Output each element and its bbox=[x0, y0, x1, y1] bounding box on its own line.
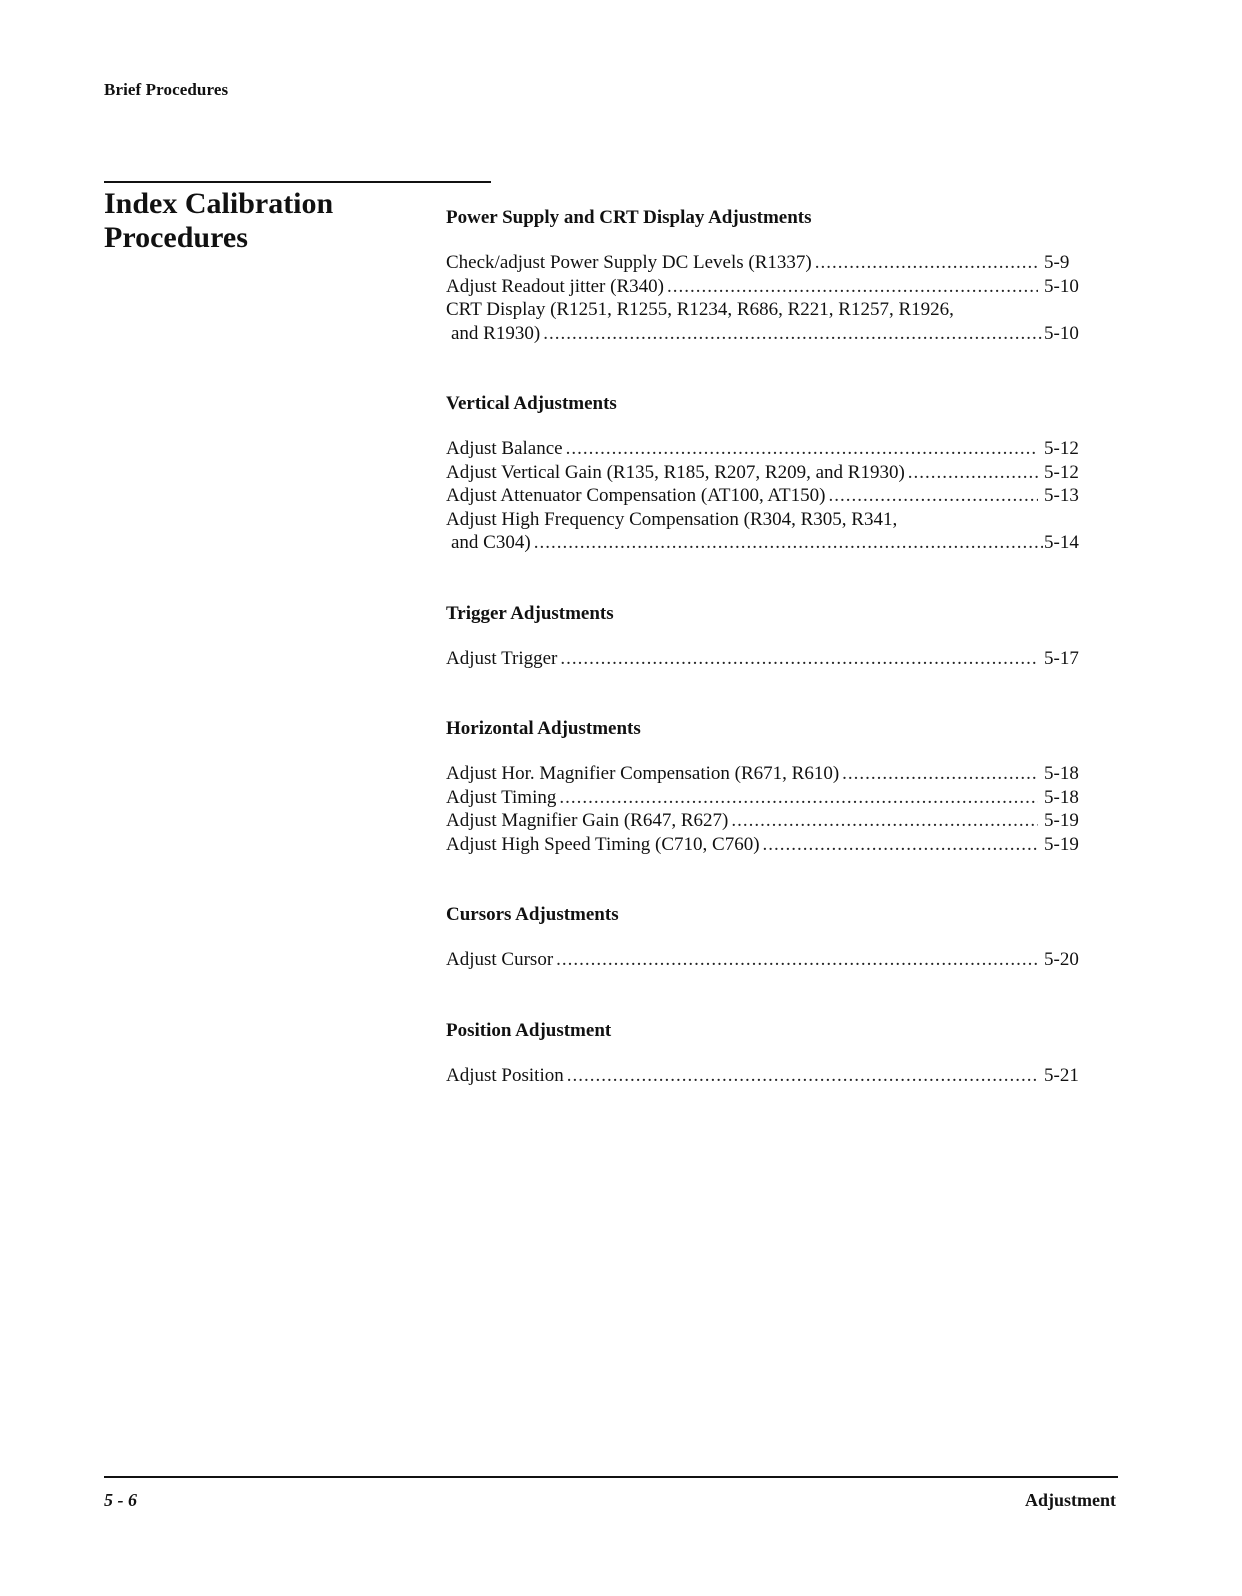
entry-page-number: 5-14 bbox=[1044, 532, 1079, 553]
group-heading: Trigger Adjustments bbox=[446, 602, 614, 624]
group-heading: Horizontal Adjustments bbox=[446, 718, 641, 739]
toc-entry bbox=[446, 298, 1108, 345]
toc-group bbox=[446, 714, 1116, 856]
procedure-index bbox=[446, 203, 1116, 1131]
entry-page-number: 5-20 bbox=[1044, 949, 1079, 970]
entry-text: Adjust Trigger bbox=[446, 647, 558, 669]
toc-entry bbox=[446, 251, 1108, 275]
section-title-line-1: Index Calibration bbox=[104, 187, 334, 220]
toc-group bbox=[446, 1016, 1116, 1088]
page-number: 5 - 6 bbox=[104, 1490, 137, 1510]
dot-leader bbox=[534, 531, 1043, 555]
entry-text: Adjust Magnifier Gain (R647, R627) bbox=[446, 810, 729, 831]
entry-text: Adjust High Frequency Compensation (R304, R305, R341, bbox=[446, 508, 898, 530]
toc-entry bbox=[446, 948, 1108, 972]
dot-leader bbox=[842, 762, 1038, 786]
entry-text: Check/adjust Power Supply DC Levels (R1337) bbox=[446, 252, 812, 273]
group-heading: Position Adjustment bbox=[446, 1019, 612, 1041]
group-heading: Vertical Adjustments bbox=[446, 393, 617, 414]
entry-page-number: 5-13 bbox=[1044, 485, 1079, 506]
dot-leader bbox=[556, 948, 1038, 972]
toc-entry bbox=[446, 461, 1108, 485]
entry-text: Adjust Position bbox=[446, 1064, 564, 1086]
entry-text: Adjust Attenuator Compensation (AT100, AT150) bbox=[446, 485, 826, 506]
entry-page-number: 5-12 bbox=[1044, 438, 1079, 459]
entry-page-number: 5-19 bbox=[1044, 833, 1079, 855]
dot-leader bbox=[567, 1064, 1038, 1088]
entry-text: Adjust Timing bbox=[446, 786, 557, 808]
toc-entry bbox=[446, 437, 1108, 461]
toc-entry bbox=[446, 1064, 1108, 1088]
dot-leader bbox=[559, 786, 1038, 810]
dot-leader bbox=[560, 647, 1038, 671]
entry-text: Adjust Balance bbox=[446, 438, 563, 459]
toc-entry bbox=[446, 809, 1108, 833]
entry-page-number: 5-17 bbox=[1044, 647, 1079, 669]
entry-text: Adjust High Speed Timing (C710, C760) bbox=[446, 833, 760, 855]
section-title bbox=[104, 187, 404, 255]
toc-entry bbox=[446, 786, 1108, 810]
entry-page-number: 5-21 bbox=[1044, 1064, 1079, 1086]
section-rule bbox=[104, 181, 491, 183]
entry-text: Adjust Vertical Gain (R135, R185, R207, R209, and R1930) bbox=[446, 461, 905, 483]
entry-text: Adjust Cursor bbox=[446, 949, 554, 970]
entry-text: and R1930) bbox=[451, 322, 541, 344]
dot-leader bbox=[667, 275, 1038, 299]
entry-page-number: 5-9 bbox=[1044, 252, 1070, 273]
entry-text: Adjust Readout jitter (R340) bbox=[446, 275, 664, 297]
entry-text: CRT Display (R1251, R1255, R1234, R686, R221, R1257, R1926, bbox=[446, 299, 954, 320]
running-head: Brief Procedures bbox=[104, 80, 229, 99]
toc-group bbox=[446, 389, 1116, 555]
toc-entry bbox=[446, 484, 1108, 508]
entry-text: Adjust Hor. Magnifier Compensation (R671, R610) bbox=[446, 763, 840, 784]
toc-entry bbox=[446, 833, 1108, 857]
entry-page-number: 5-19 bbox=[1044, 810, 1079, 831]
toc-entry bbox=[446, 275, 1108, 299]
entry-page-number: 5-10 bbox=[1044, 275, 1079, 297]
entry-page-number: 5-10 bbox=[1044, 322, 1079, 344]
dot-leader bbox=[566, 437, 1038, 461]
dot-leader bbox=[731, 809, 1038, 833]
entry-page-number: 5-12 bbox=[1044, 461, 1079, 483]
group-heading: Power Supply and CRT Display Adjustments bbox=[446, 207, 812, 228]
toc-group bbox=[446, 900, 1116, 972]
dot-leader bbox=[763, 833, 1038, 857]
toc-group bbox=[446, 599, 1116, 671]
entry-page-number: 5-18 bbox=[1044, 763, 1079, 784]
toc-entry bbox=[446, 508, 1108, 555]
toc-entry bbox=[446, 647, 1108, 671]
entry-page-number: 5-18 bbox=[1044, 786, 1079, 808]
entry-text: and C304) bbox=[451, 532, 531, 553]
section-title-line-2: Procedures bbox=[104, 221, 248, 254]
footer-rule bbox=[104, 1476, 1118, 1478]
chapter-label: Adjustment bbox=[1024, 1490, 1116, 1510]
dot-leader bbox=[828, 484, 1038, 508]
group-heading: Cursors Adjustments bbox=[446, 904, 619, 925]
dot-leader bbox=[815, 251, 1038, 275]
dot-leader bbox=[908, 461, 1038, 485]
toc-group bbox=[446, 203, 1116, 345]
toc-entry bbox=[446, 762, 1108, 786]
dot-leader bbox=[543, 322, 1043, 346]
